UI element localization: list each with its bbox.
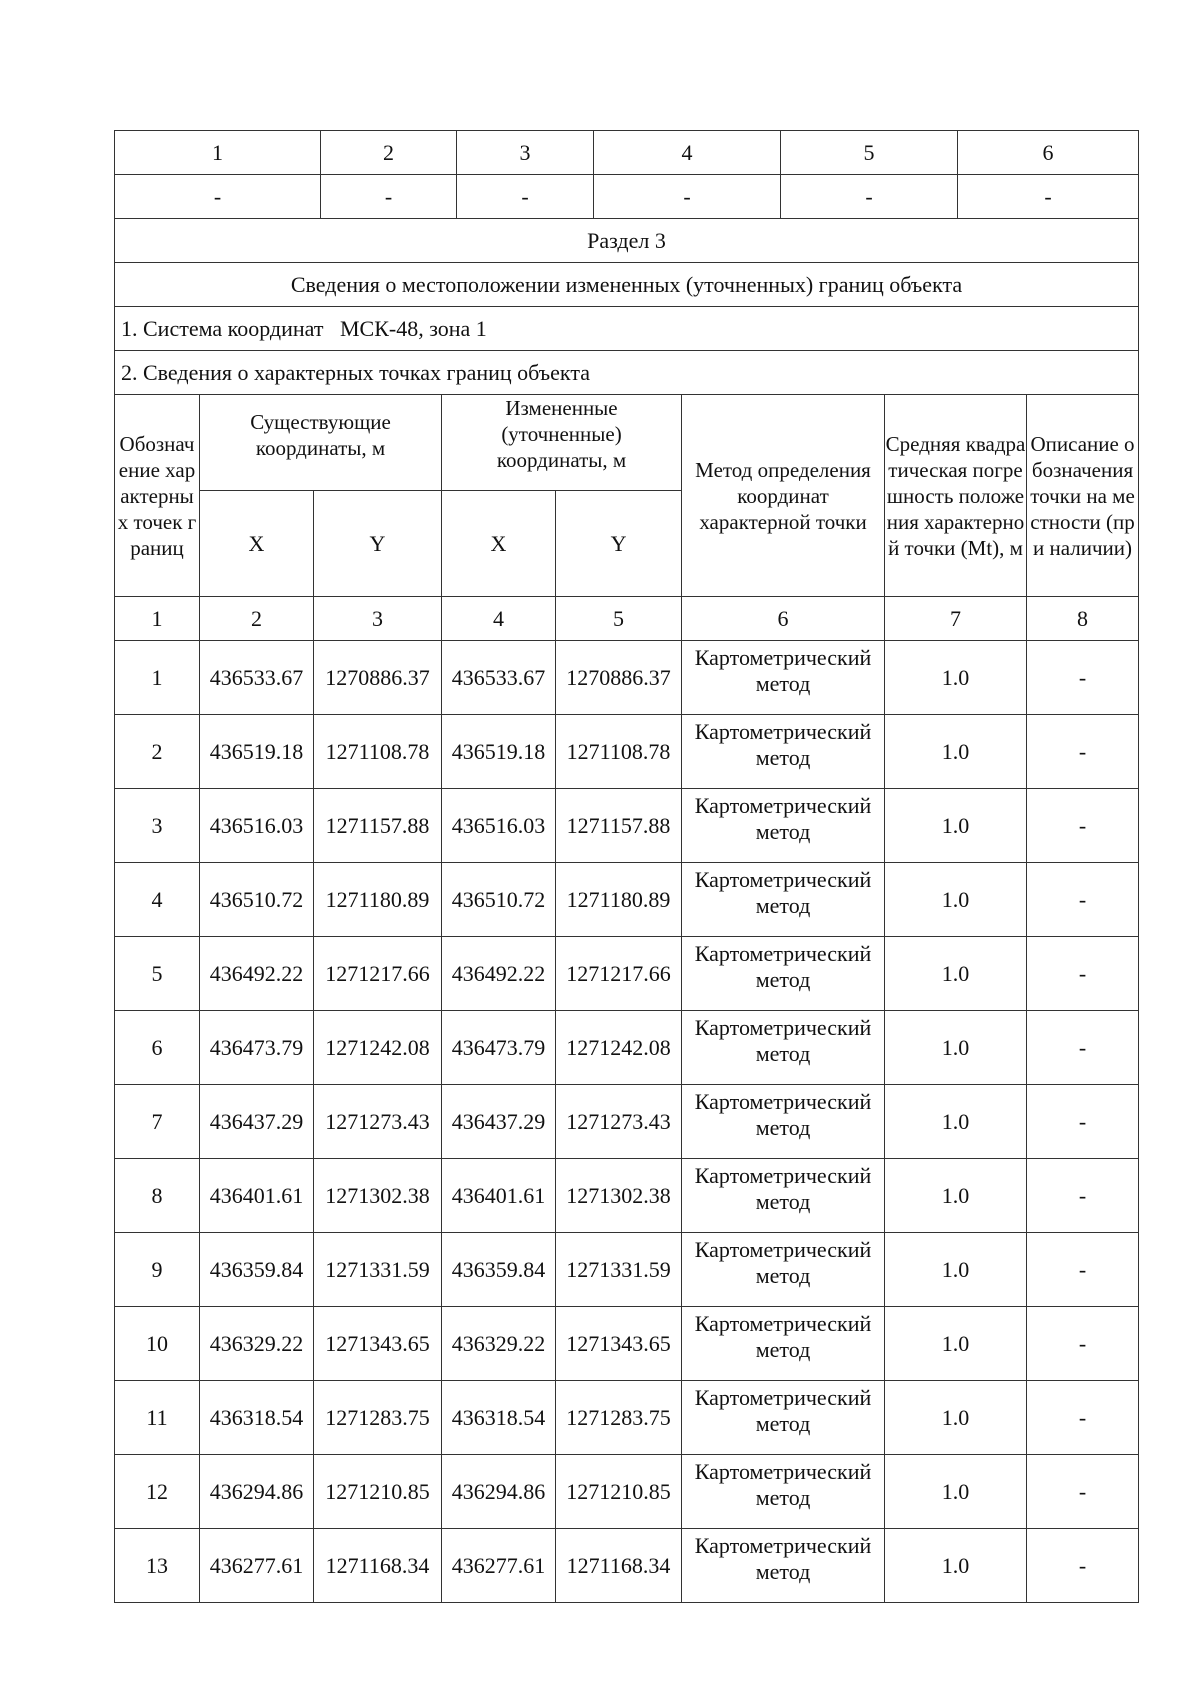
existing-x: 436329.22 [200, 1307, 314, 1381]
desc-cell: - [1027, 1529, 1139, 1603]
changed-x: 436437.29 [442, 1085, 556, 1159]
desc-cell: - [1027, 1307, 1139, 1381]
method-cell: Картометрический метод [682, 715, 885, 789]
method-cell: Картометрический метод [682, 789, 885, 863]
top-cell: - [457, 175, 594, 219]
changed-y: 1271168.34 [556, 1529, 682, 1603]
col-header-point-label: Обозначение характерных точек границ [117, 431, 197, 560]
changed-y: 1271343.65 [556, 1307, 682, 1381]
existing-y: 1270886.37 [314, 641, 442, 715]
existing-y: 1271168.34 [314, 1529, 442, 1603]
changed-x: 436359.84 [442, 1233, 556, 1307]
document-page [114, 130, 1138, 1603]
desc-cell: - [1027, 1085, 1139, 1159]
point-number: 10 [115, 1307, 200, 1381]
table-row [115, 1381, 1139, 1455]
section-title: Раздел 3 [115, 219, 1139, 263]
subheader-x-existing: X [200, 491, 314, 597]
existing-y: 1271343.65 [314, 1307, 442, 1381]
table-row [115, 1529, 1139, 1603]
existing-x: 436294.86 [200, 1455, 314, 1529]
mt-cell: 1.0 [885, 863, 1027, 937]
top-cell: - [958, 175, 1139, 219]
col-header-desc: Описание обозначения точки на местности (при наличии) [1027, 395, 1139, 597]
top-cell: - [594, 175, 781, 219]
desc-cell: - [1027, 1011, 1139, 1085]
changed-x: 436473.79 [442, 1011, 556, 1085]
existing-x: 436516.03 [200, 789, 314, 863]
desc-cell: - [1027, 1233, 1139, 1307]
mt-cell: 1.0 [885, 1011, 1027, 1085]
table-row [115, 789, 1139, 863]
column-number: 7 [885, 597, 1027, 641]
coord-system-line: 1. Система координат МСК-48, зона 1 [115, 307, 1139, 351]
changed-y: 1271283.75 [556, 1381, 682, 1455]
existing-y: 1271302.38 [314, 1159, 442, 1233]
changed-y: 1271108.78 [556, 715, 682, 789]
changed-y: 1271217.66 [556, 937, 682, 1011]
changed-x: 436318.54 [442, 1381, 556, 1455]
top-cell: - [115, 175, 321, 219]
changed-y: 1271273.43 [556, 1085, 682, 1159]
changed-y: 1271210.85 [556, 1455, 682, 1529]
subheader-x-changed: X [442, 491, 556, 597]
changed-x: 436277.61 [442, 1529, 556, 1603]
changed-x: 436329.22 [442, 1307, 556, 1381]
method-cell: Картометрический метод [682, 1011, 885, 1085]
mt-cell: 1.0 [885, 1085, 1027, 1159]
subheader-y-changed: Y [556, 491, 682, 597]
mt-cell: 1.0 [885, 1529, 1027, 1603]
existing-y: 1271108.78 [314, 715, 442, 789]
top-header-cell: 5 [781, 131, 958, 175]
changed-x: 436510.72 [442, 863, 556, 937]
mt-cell: 1.0 [885, 937, 1027, 1011]
point-number: 4 [115, 863, 200, 937]
point-number: 1 [115, 641, 200, 715]
desc-cell: - [1027, 863, 1139, 937]
changed-x: 436492.22 [442, 937, 556, 1011]
col-header-error: Средняя квадратическая погрешность положения характерной точки (Mt), м [885, 395, 1027, 597]
existing-x: 436437.29 [200, 1085, 314, 1159]
existing-x: 436277.61 [200, 1529, 314, 1603]
changed-y: 1271242.08 [556, 1011, 682, 1085]
column-number: 8 [1027, 597, 1139, 641]
col-header-point [115, 395, 200, 597]
changed-x: 436294.86 [442, 1455, 556, 1529]
top-header-cell: 6 [958, 131, 1139, 175]
existing-x: 436318.54 [200, 1381, 314, 1455]
method-cell: Картометрический метод [682, 937, 885, 1011]
changed-y: 1270886.37 [556, 641, 682, 715]
point-number: 13 [115, 1529, 200, 1603]
changed-y: 1271331.59 [556, 1233, 682, 1307]
column-number: 4 [442, 597, 556, 641]
existing-y: 1271283.75 [314, 1381, 442, 1455]
changed-y: 1271180.89 [556, 863, 682, 937]
changed-y: 1271302.38 [556, 1159, 682, 1233]
existing-y: 1271217.66 [314, 937, 442, 1011]
method-cell: Картометрический метод [682, 641, 885, 715]
method-cell: Картометрический метод [682, 1529, 885, 1603]
points-title-line: 2. Сведения о характерных точках границ объекта [115, 351, 1139, 395]
col-header-changed: Измененные (уточненные) координаты, м [442, 395, 682, 491]
section-subtitle: Сведения о местоположении измененных (уточненных) границ объекта [115, 263, 1139, 307]
column-number: 6 [682, 597, 885, 641]
top-cell: - [321, 175, 457, 219]
point-number: 2 [115, 715, 200, 789]
changed-x: 436516.03 [442, 789, 556, 863]
changed-x: 436401.61 [442, 1159, 556, 1233]
top-table-row [115, 175, 1139, 219]
point-number: 8 [115, 1159, 200, 1233]
mt-cell: 1.0 [885, 1159, 1027, 1233]
method-cell: Картометрический метод [682, 863, 885, 937]
desc-cell: - [1027, 1159, 1139, 1233]
mt-cell: 1.0 [885, 1307, 1027, 1381]
table-row [115, 937, 1139, 1011]
method-cell: Картометрический метод [682, 1159, 885, 1233]
point-number: 9 [115, 1233, 200, 1307]
existing-y: 1271331.59 [314, 1233, 442, 1307]
table-row [115, 863, 1139, 937]
mt-cell: 1.0 [885, 789, 1027, 863]
desc-cell: - [1027, 937, 1139, 1011]
column-number: 1 [115, 597, 200, 641]
point-number: 5 [115, 937, 200, 1011]
point-number: 3 [115, 789, 200, 863]
table-row [115, 1011, 1139, 1085]
mt-cell: 1.0 [885, 1455, 1027, 1529]
top-table-header-row [115, 131, 1139, 175]
existing-x: 436473.79 [200, 1011, 314, 1085]
mt-cell: 1.0 [885, 1381, 1027, 1455]
table-row [115, 641, 1139, 715]
subheader-y-existing: Y [314, 491, 442, 597]
existing-x: 436510.72 [200, 863, 314, 937]
existing-y: 1271242.08 [314, 1011, 442, 1085]
existing-x: 436359.84 [200, 1233, 314, 1307]
col-header-method: Метод определения координат характерной точки [682, 395, 885, 597]
column-numbers-row [115, 597, 1139, 641]
changed-x: 436533.67 [442, 641, 556, 715]
top-header-cell: 1 [115, 131, 321, 175]
changed-x: 436519.18 [442, 715, 556, 789]
point-number: 12 [115, 1455, 200, 1529]
existing-y: 1271210.85 [314, 1455, 442, 1529]
points-table [114, 394, 1139, 1603]
mt-cell: 1.0 [885, 1233, 1027, 1307]
top-header-cell: 2 [321, 131, 457, 175]
column-number: 2 [200, 597, 314, 641]
method-cell: Картометрический метод [682, 1307, 885, 1381]
point-rows [115, 641, 1139, 1603]
column-number: 3 [314, 597, 442, 641]
mt-cell: 1.0 [885, 641, 1027, 715]
mt-cell: 1.0 [885, 715, 1027, 789]
method-cell: Картометрический метод [682, 1233, 885, 1307]
point-number: 7 [115, 1085, 200, 1159]
existing-y: 1271180.89 [314, 863, 442, 937]
table-row [115, 1085, 1139, 1159]
desc-cell: - [1027, 641, 1139, 715]
method-cell: Картометрический метод [682, 1085, 885, 1159]
existing-y: 1271273.43 [314, 1085, 442, 1159]
table-row [115, 1455, 1139, 1529]
col-header-existing: Существующие координаты, м [200, 395, 442, 491]
existing-x: 436533.67 [200, 641, 314, 715]
method-cell: Картометрический метод [682, 1455, 885, 1529]
table-row [115, 1159, 1139, 1233]
point-number: 11 [115, 1381, 200, 1455]
top-table [114, 130, 1139, 395]
existing-x: 436519.18 [200, 715, 314, 789]
column-number: 5 [556, 597, 682, 641]
existing-y: 1271157.88 [314, 789, 442, 863]
desc-cell: - [1027, 1455, 1139, 1529]
existing-x: 436492.22 [200, 937, 314, 1011]
point-number: 6 [115, 1011, 200, 1085]
table-row [115, 1233, 1139, 1307]
table-row [115, 715, 1139, 789]
existing-x: 436401.61 [200, 1159, 314, 1233]
desc-cell: - [1027, 1381, 1139, 1455]
top-header-cell: 4 [594, 131, 781, 175]
top-header-cell: 3 [457, 131, 594, 175]
top-cell: - [781, 175, 958, 219]
desc-cell: - [1027, 715, 1139, 789]
changed-y: 1271157.88 [556, 789, 682, 863]
desc-cell: - [1027, 789, 1139, 863]
method-cell: Картометрический метод [682, 1381, 885, 1455]
table-row [115, 1307, 1139, 1381]
